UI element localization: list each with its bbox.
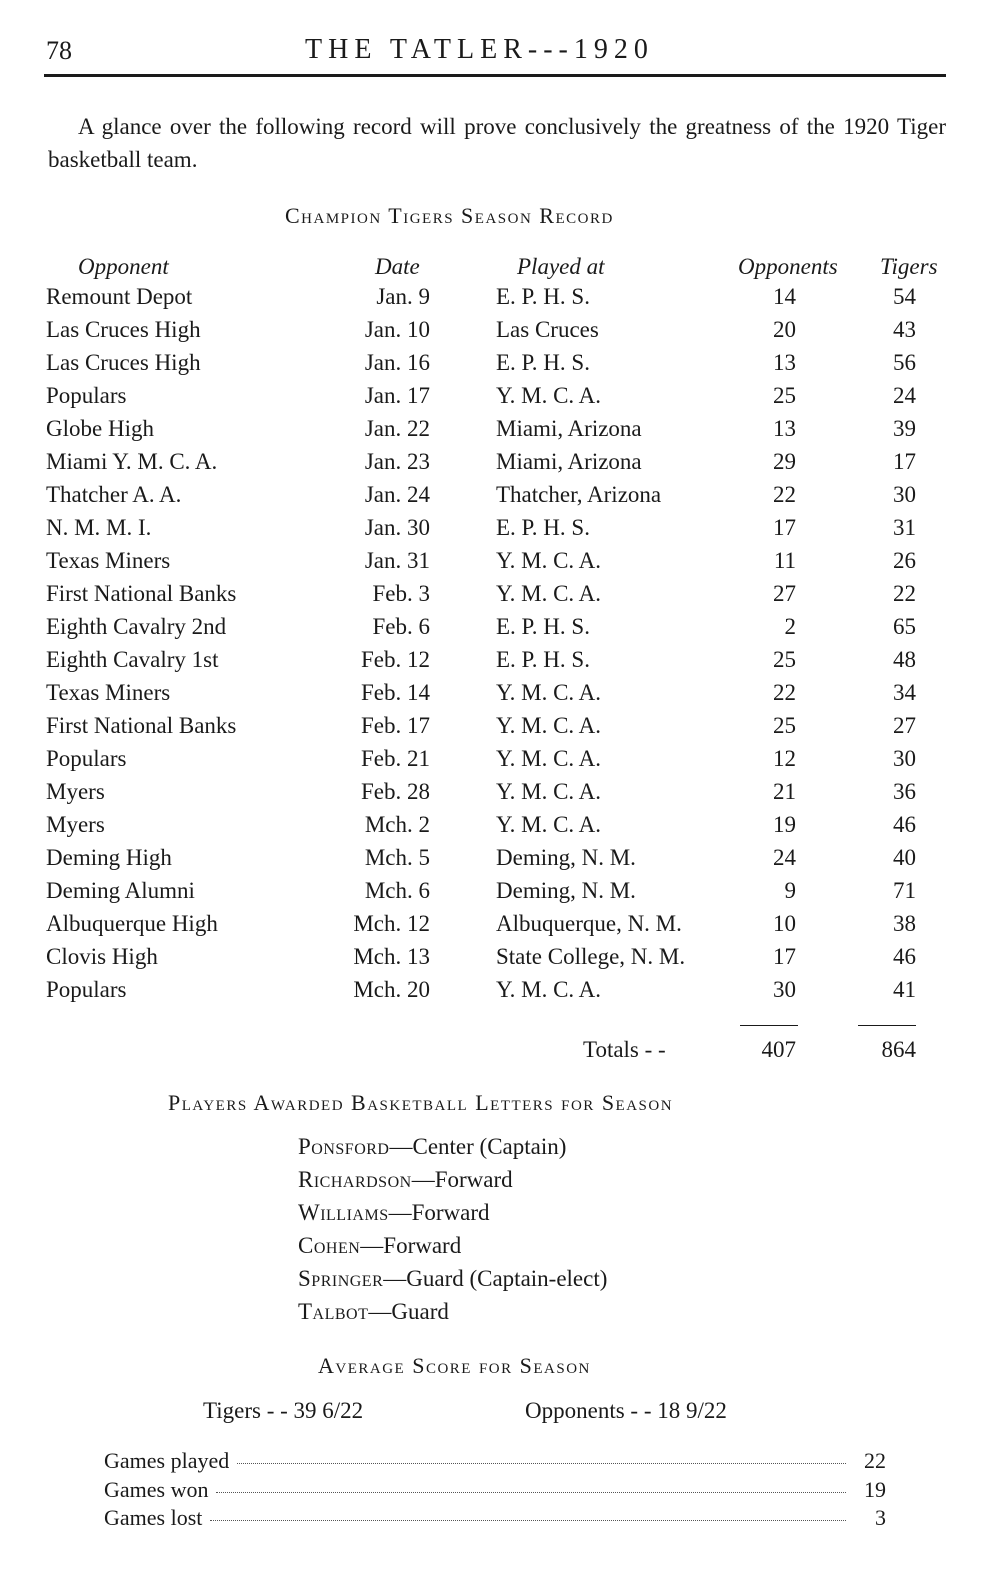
cell-opponent: Eighth Cavalry 1st xyxy=(46,647,219,672)
games-lost-row xyxy=(104,1505,886,1533)
cell-tigers-score: 54 xyxy=(893,284,916,309)
running-title: THE TATLER---1920 xyxy=(305,34,654,65)
cell-opponents-score: 25 xyxy=(773,713,796,738)
games-value: 3 xyxy=(875,1505,886,1530)
cell-played-at: State College, N. M. xyxy=(496,944,686,969)
cell-date: Jan. 31 xyxy=(364,548,430,573)
table-row xyxy=(0,284,1000,317)
average-tigers: Tigers - - 39 6/22 xyxy=(203,1398,364,1423)
table-row xyxy=(0,977,1000,1010)
cell-opponent: Las Cruces High xyxy=(46,350,201,375)
cell-played-at: Las Cruces xyxy=(496,317,599,342)
cell-opponents-score: 17 xyxy=(773,515,796,540)
cell-opponent: Populars xyxy=(46,383,127,408)
table-row xyxy=(0,911,1000,944)
cell-opponent: Populars xyxy=(46,746,127,771)
cell-opponents-score: 21 xyxy=(773,779,796,804)
cell-date: Feb. 21 xyxy=(361,746,430,771)
cell-played-at: Deming, N. M. xyxy=(496,878,636,903)
cell-opponents-score: 20 xyxy=(773,317,796,342)
col-header-opponent: Opponent xyxy=(78,254,169,279)
cell-played-at: Miami, Arizona xyxy=(496,449,642,474)
cell-opponents-score: 24 xyxy=(773,845,796,870)
table-row xyxy=(0,548,1000,581)
cell-played-at: Y. M. C. A. xyxy=(496,779,602,804)
cell-tigers-score: 38 xyxy=(893,911,916,936)
average-opponents: Opponents - - 18 9/22 xyxy=(525,1398,727,1423)
games-value: 22 xyxy=(864,1448,886,1473)
cell-opponents-score: 19 xyxy=(773,812,796,837)
letters-title: Players Awarded Basketball Letters for Season xyxy=(168,1090,674,1115)
table-row xyxy=(0,845,1000,878)
cell-opponent: Globe High xyxy=(46,416,154,441)
cell-date: Feb. 28 xyxy=(361,779,430,804)
cell-date: Jan. 16 xyxy=(364,350,430,375)
table-row xyxy=(0,812,1000,845)
cell-tigers-score: 34 xyxy=(893,680,916,705)
cell-tigers-score: 30 xyxy=(893,746,916,771)
player-entry xyxy=(298,1266,607,1292)
cell-opponents-score: 30 xyxy=(773,977,796,1002)
games-value: 19 xyxy=(864,1477,886,1502)
player-entry xyxy=(298,1134,566,1160)
player-role: —Forward xyxy=(388,1200,490,1225)
cell-played-at: Thatcher, Arizona xyxy=(496,482,662,507)
table-row xyxy=(0,647,1000,680)
cell-opponent: First National Banks xyxy=(46,581,237,606)
cell-tigers-score: 26 xyxy=(893,548,916,573)
cell-played-at: Deming, N. M. xyxy=(496,845,636,870)
cell-opponents-score: 12 xyxy=(773,746,796,771)
cell-date: Jan. 9 xyxy=(376,284,430,309)
cell-played-at: E. P. H. S. xyxy=(496,350,590,375)
cell-played-at: Albuquerque, N. M. xyxy=(496,911,682,936)
cell-date: Feb. 3 xyxy=(372,581,430,606)
cell-opponents-score: 27 xyxy=(773,581,796,606)
cell-opponent: Texas Miners xyxy=(46,680,171,705)
cell-opponent: N. M. M. I. xyxy=(46,515,152,540)
player-name: Williams xyxy=(298,1200,389,1225)
table-row xyxy=(0,383,1000,416)
player-entry xyxy=(298,1167,513,1193)
cell-date: Feb. 17 xyxy=(361,713,430,738)
cell-date: Feb. 12 xyxy=(361,647,430,672)
cell-tigers-score: 56 xyxy=(893,350,916,375)
cell-date: Mch. 5 xyxy=(364,845,430,870)
cell-opponent: Miami Y. M. C. A. xyxy=(46,449,218,474)
cell-played-at: E. P. H. S. xyxy=(496,614,590,639)
cell-opponent: Texas Miners xyxy=(46,548,171,573)
cell-played-at: Y. M. C. A. xyxy=(496,548,602,573)
cell-opponents-score: 29 xyxy=(773,449,796,474)
cell-opponent: Albuquerque High xyxy=(46,911,218,936)
cell-tigers-score: 39 xyxy=(893,416,916,441)
cell-opponents-score: 9 xyxy=(784,878,796,903)
sum-rule-tigers xyxy=(858,1025,916,1026)
table-row xyxy=(0,878,1000,911)
player-entry xyxy=(298,1200,490,1226)
cell-opponent: Clovis High xyxy=(46,944,158,969)
cell-opponents-score: 25 xyxy=(773,383,796,408)
cell-opponents-score: 13 xyxy=(773,416,796,441)
cell-tigers-score: 48 xyxy=(893,647,916,672)
cell-played-at: Y. M. C. A. xyxy=(496,713,602,738)
cell-tigers-score: 65 xyxy=(893,614,916,639)
cell-tigers-score: 24 xyxy=(893,383,916,408)
cell-tigers-score: 71 xyxy=(893,878,916,903)
header-rule xyxy=(44,74,946,77)
cell-played-at: Y. M. C. A. xyxy=(496,977,602,1002)
cell-opponent: Deming High xyxy=(46,845,172,870)
table-row xyxy=(0,449,1000,482)
col-header-opponents: Opponents xyxy=(738,254,838,279)
cell-date: Jan. 17 xyxy=(364,383,430,408)
cell-opponent: Myers xyxy=(46,812,105,837)
cell-opponent: First National Banks xyxy=(46,713,237,738)
cell-tigers-score: 27 xyxy=(893,713,916,738)
cell-tigers-score: 30 xyxy=(893,482,916,507)
player-name: Richardson xyxy=(298,1167,412,1192)
games-won-row xyxy=(104,1477,886,1505)
player-role: —Forward xyxy=(411,1167,513,1192)
cell-opponents-score: 25 xyxy=(773,647,796,672)
cell-tigers-score: 31 xyxy=(893,515,916,540)
col-header-tigers: Tigers xyxy=(880,254,938,279)
cell-tigers-score: 17 xyxy=(893,449,916,474)
cell-opponents-score: 13 xyxy=(773,350,796,375)
record-title: Champion Tigers Season Record xyxy=(285,203,614,228)
cell-opponents-score: 14 xyxy=(773,284,796,309)
cell-opponents-score: 22 xyxy=(773,482,796,507)
cell-date: Jan. 24 xyxy=(364,482,430,507)
table-row xyxy=(0,779,1000,812)
cell-played-at: E. P. H. S. xyxy=(496,515,590,540)
cell-tigers-score: 40 xyxy=(893,845,916,870)
intro-paragraph: A glance over the following record will prove conclusively the greatness of the 1920 Tiger basketball team. xyxy=(48,114,946,172)
table-row xyxy=(0,482,1000,515)
cell-date: Mch. 2 xyxy=(364,812,430,837)
cell-opponent: Eighth Cavalry 2nd xyxy=(46,614,227,639)
player-role: —Center (Captain) xyxy=(389,1134,567,1159)
player-name: Ponsford xyxy=(298,1134,390,1159)
table-row xyxy=(0,317,1000,350)
cell-opponents-score: 22 xyxy=(773,680,796,705)
cell-played-at: Y. M. C. A. xyxy=(496,746,602,771)
player-role: —Guard xyxy=(368,1299,449,1324)
table-row xyxy=(0,944,1000,977)
table-row xyxy=(0,680,1000,713)
player-entry xyxy=(298,1233,461,1259)
cell-date: Jan. 30 xyxy=(364,515,430,540)
cell-opponent: Remount Depot xyxy=(46,284,193,309)
totals-label: Totals - - xyxy=(583,1037,666,1062)
cell-date: Mch. 13 xyxy=(353,944,430,969)
cell-date: Mch. 12 xyxy=(353,911,430,936)
player-entry xyxy=(298,1299,449,1325)
dot-leader xyxy=(237,1462,846,1464)
cell-played-at: Y. M. C. A. xyxy=(496,581,602,606)
player-name: Springer xyxy=(298,1266,384,1291)
games-label: Games won xyxy=(104,1477,209,1502)
table-row xyxy=(0,350,1000,383)
cell-opponent: Las Cruces High xyxy=(46,317,201,342)
games-label: Games lost xyxy=(104,1505,203,1530)
cell-played-at: E. P. H. S. xyxy=(496,647,590,672)
table-row xyxy=(0,581,1000,614)
player-role: —Guard (Captain-elect) xyxy=(383,1266,608,1291)
cell-played-at: Y. M. C. A. xyxy=(496,383,602,408)
table-row xyxy=(0,515,1000,548)
cell-date: Mch. 6 xyxy=(364,878,430,903)
cell-opponent: Deming Alumni xyxy=(46,878,195,903)
cell-played-at: Y. M. C. A. xyxy=(496,680,602,705)
player-name: Cohen xyxy=(298,1233,361,1258)
cell-opponent: Thatcher A. A. xyxy=(46,482,182,507)
cell-opponents-score: 10 xyxy=(773,911,796,936)
col-header-played-at: Played at xyxy=(517,254,605,279)
cell-opponent: Myers xyxy=(46,779,105,804)
cell-tigers-score: 46 xyxy=(893,944,916,969)
cell-tigers-score: 36 xyxy=(893,779,916,804)
cell-played-at: Y. M. C. A. xyxy=(496,812,602,837)
dot-leader xyxy=(216,1491,846,1493)
average-title: Average Score for Season xyxy=(318,1353,591,1378)
totals-opponents: 407 xyxy=(761,1037,796,1062)
page-number: 78 xyxy=(46,36,72,65)
cell-date: Feb. 6 xyxy=(372,614,430,639)
cell-date: Jan. 23 xyxy=(364,449,430,474)
cell-opponents-score: 17 xyxy=(773,944,796,969)
games-label: Games played xyxy=(104,1448,230,1473)
cell-tigers-score: 46 xyxy=(893,812,916,837)
table-row xyxy=(0,746,1000,779)
cell-played-at: E. P. H. S. xyxy=(496,284,590,309)
col-header-date: Date xyxy=(375,254,420,279)
player-role: —Forward xyxy=(360,1233,462,1258)
cell-played-at: Miami, Arizona xyxy=(496,416,642,441)
table-row xyxy=(0,416,1000,449)
cell-date: Jan. 10 xyxy=(364,317,430,342)
cell-opponent: Populars xyxy=(46,977,127,1002)
cell-tigers-score: 22 xyxy=(893,581,916,606)
cell-opponents-score: 2 xyxy=(784,614,796,639)
player-name: Talbot xyxy=(298,1299,369,1324)
cell-opponents-score: 11 xyxy=(773,548,796,573)
sum-rule-opponents xyxy=(740,1025,798,1026)
table-row xyxy=(0,713,1000,746)
totals-tigers: 864 xyxy=(881,1037,916,1062)
dot-leader xyxy=(210,1519,846,1521)
cell-tigers-score: 41 xyxy=(893,977,916,1002)
games-played-row xyxy=(104,1448,886,1476)
cell-date: Mch. 20 xyxy=(353,977,430,1002)
cell-date: Feb. 14 xyxy=(361,680,430,705)
cell-date: Jan. 22 xyxy=(364,416,430,441)
table-row xyxy=(0,614,1000,647)
cell-tigers-score: 43 xyxy=(893,317,916,342)
